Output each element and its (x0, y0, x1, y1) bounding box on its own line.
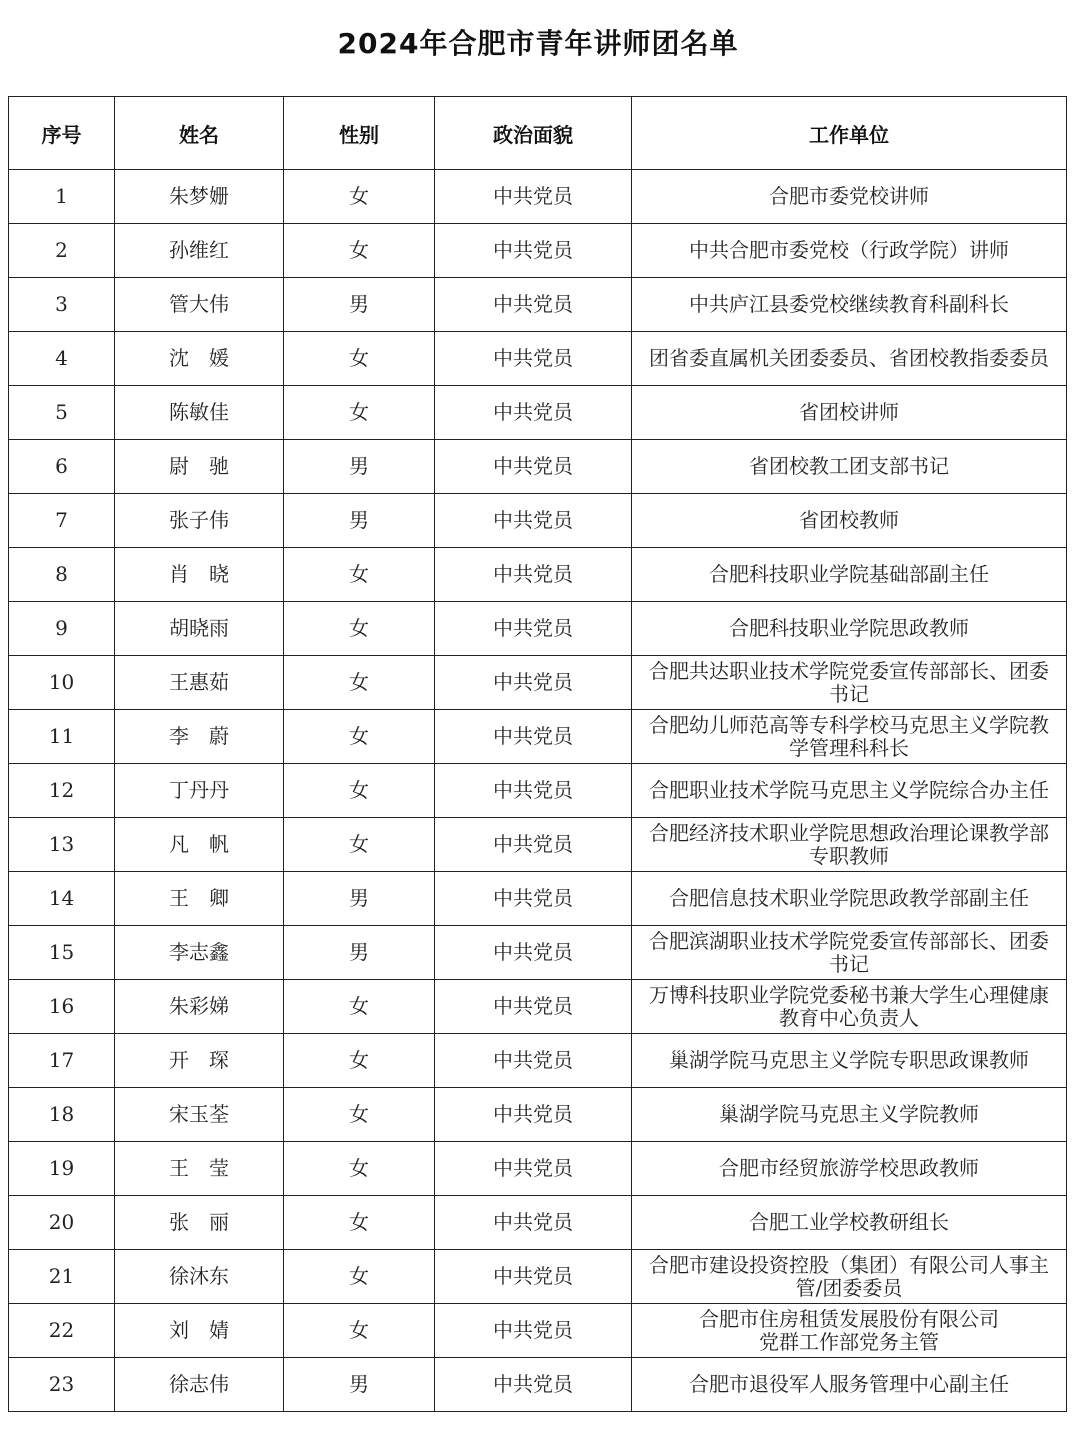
cell-gender: 男 (284, 926, 435, 980)
cell-name: 开 琛 (115, 1034, 284, 1088)
cell-gender: 女 (284, 818, 435, 872)
cell-index: 13 (9, 818, 115, 872)
cell-name: 徐沐东 (115, 1250, 284, 1304)
cell-gender: 男 (284, 1358, 435, 1412)
table-row (9, 170, 1067, 224)
cell-work-unit: 合肥信息技术职业学院思政教学部副主任 (632, 872, 1067, 926)
cell-gender: 女 (284, 1034, 435, 1088)
table-body (9, 170, 1067, 1412)
cell-work-unit: 合肥市委党校讲师 (632, 170, 1067, 224)
cell-political-status: 中共党员 (435, 1250, 632, 1304)
table-row (9, 602, 1067, 656)
cell-work-unit: 合肥共达职业技术学院党委宣传部部长、团委书记 (632, 656, 1067, 710)
cell-index: 14 (9, 872, 115, 926)
cell-index: 1 (9, 170, 115, 224)
cell-index: 15 (9, 926, 115, 980)
cell-index: 18 (9, 1088, 115, 1142)
cell-name: 张 丽 (115, 1196, 284, 1250)
table-row (9, 494, 1067, 548)
cell-name: 肖 晓 (115, 548, 284, 602)
cell-name: 丁丹丹 (115, 764, 284, 818)
table-header-row (9, 97, 1067, 170)
cell-work-unit: 合肥滨湖职业技术学院党委宣传部部长、团委书记 (632, 926, 1067, 980)
header-gender: 性别 (284, 97, 435, 170)
cell-gender: 男 (284, 872, 435, 926)
cell-index: 12 (9, 764, 115, 818)
cell-gender: 女 (284, 548, 435, 602)
cell-name: 朱彩娣 (115, 980, 284, 1034)
cell-political-status: 中共党员 (435, 170, 632, 224)
cell-index: 6 (9, 440, 115, 494)
cell-gender: 女 (284, 602, 435, 656)
cell-work-unit: 合肥市住房租赁发展股份有限公司 党群工作部党务主管 (632, 1304, 1067, 1358)
cell-political-status: 中共党员 (435, 332, 632, 386)
table-row (9, 710, 1067, 764)
cell-gender: 女 (284, 1088, 435, 1142)
table-row (9, 440, 1067, 494)
page-title: 2024年合肥市青年讲师团名单 (337, 27, 739, 60)
cell-index: 23 (9, 1358, 115, 1412)
cell-political-status: 中共党员 (435, 1304, 632, 1358)
cell-work-unit: 合肥市退役军人服务管理中心副主任 (632, 1358, 1067, 1412)
cell-political-status: 中共党员 (435, 872, 632, 926)
cell-political-status: 中共党员 (435, 440, 632, 494)
table-row (9, 548, 1067, 602)
cell-index: 21 (9, 1250, 115, 1304)
cell-gender: 女 (284, 710, 435, 764)
cell-political-status: 中共党员 (435, 1088, 632, 1142)
cell-name: 王 卿 (115, 872, 284, 926)
cell-index: 8 (9, 548, 115, 602)
cell-political-status: 中共党员 (435, 818, 632, 872)
table-row (9, 1088, 1067, 1142)
cell-political-status: 中共党员 (435, 494, 632, 548)
cell-work-unit: 省团校教工团支部书记 (632, 440, 1067, 494)
table-row (9, 764, 1067, 818)
cell-gender: 女 (284, 224, 435, 278)
table-row (9, 656, 1067, 710)
cell-work-unit: 合肥工业学校教研组长 (632, 1196, 1067, 1250)
cell-political-status: 中共党员 (435, 980, 632, 1034)
cell-political-status: 中共党员 (435, 1034, 632, 1088)
lecturer-roster-table (8, 96, 1067, 1412)
cell-work-unit: 合肥职业技术学院马克思主义学院综合办主任 (632, 764, 1067, 818)
cell-work-unit: 中共合肥市委党校（行政学院）讲师 (632, 224, 1067, 278)
header-index: 序号 (9, 97, 115, 170)
header-name: 姓名 (115, 97, 284, 170)
cell-name: 徐志伟 (115, 1358, 284, 1412)
cell-gender: 女 (284, 1142, 435, 1196)
table-row (9, 872, 1067, 926)
cell-gender: 女 (284, 1250, 435, 1304)
cell-political-status: 中共党员 (435, 710, 632, 764)
cell-political-status: 中共党员 (435, 602, 632, 656)
cell-index: 19 (9, 1142, 115, 1196)
cell-political-status: 中共党员 (435, 764, 632, 818)
cell-name: 宋玉荃 (115, 1088, 284, 1142)
cell-index: 7 (9, 494, 115, 548)
cell-name: 李 蔚 (115, 710, 284, 764)
cell-political-status: 中共党员 (435, 278, 632, 332)
cell-name: 沈 媛 (115, 332, 284, 386)
cell-index: 3 (9, 278, 115, 332)
cell-work-unit: 合肥科技职业学院思政教师 (632, 602, 1067, 656)
cell-political-status: 中共党员 (435, 1142, 632, 1196)
cell-name: 李志鑫 (115, 926, 284, 980)
cell-name: 陈敏佳 (115, 386, 284, 440)
cell-name: 凡 帆 (115, 818, 284, 872)
cell-work-unit: 巢湖学院马克思主义学院教师 (632, 1088, 1067, 1142)
cell-index: 9 (9, 602, 115, 656)
header-political-status: 政治面貌 (435, 97, 632, 170)
cell-work-unit: 万博科技职业学院党委秘书兼大学生心理健康教育中心负责人 (632, 980, 1067, 1034)
cell-political-status: 中共党员 (435, 386, 632, 440)
table-row (9, 818, 1067, 872)
cell-work-unit: 省团校教师 (632, 494, 1067, 548)
cell-name: 王惠茹 (115, 656, 284, 710)
cell-political-status: 中共党员 (435, 926, 632, 980)
header-work-unit: 工作单位 (632, 97, 1067, 170)
cell-index: 20 (9, 1196, 115, 1250)
cell-political-status: 中共党员 (435, 656, 632, 710)
cell-work-unit: 中共庐江县委党校继续教育科副科长 (632, 278, 1067, 332)
cell-gender: 女 (284, 386, 435, 440)
cell-index: 2 (9, 224, 115, 278)
cell-gender: 男 (284, 278, 435, 332)
table-row (9, 386, 1067, 440)
cell-political-status: 中共党员 (435, 548, 632, 602)
table-row (9, 1196, 1067, 1250)
cell-name: 孙维红 (115, 224, 284, 278)
cell-work-unit: 合肥市经贸旅游学校思政教师 (632, 1142, 1067, 1196)
table-row (9, 224, 1067, 278)
cell-index: 17 (9, 1034, 115, 1088)
table-row (9, 278, 1067, 332)
cell-work-unit: 合肥市建设投资控股（集团）有限公司人事主管/团委委员 (632, 1250, 1067, 1304)
cell-gender: 女 (284, 170, 435, 224)
cell-name: 朱梦姗 (115, 170, 284, 224)
cell-name: 胡晓雨 (115, 602, 284, 656)
cell-gender: 女 (284, 332, 435, 386)
cell-name: 王 莹 (115, 1142, 284, 1196)
cell-index: 5 (9, 386, 115, 440)
cell-name: 尉 驰 (115, 440, 284, 494)
cell-gender: 女 (284, 1196, 435, 1250)
cell-gender: 女 (284, 980, 435, 1034)
cell-name: 刘 婧 (115, 1304, 284, 1358)
table-row (9, 1034, 1067, 1088)
cell-work-unit: 合肥幼儿师范高等专科学校马克思主义学院教学管理科科长 (632, 710, 1067, 764)
table-row (9, 1304, 1067, 1358)
cell-name: 张子伟 (115, 494, 284, 548)
table-row (9, 980, 1067, 1034)
cell-index: 11 (9, 710, 115, 764)
cell-work-unit: 巢湖学院马克思主义学院专职思政课教师 (632, 1034, 1067, 1088)
cell-index: 10 (9, 656, 115, 710)
cell-gender: 女 (284, 764, 435, 818)
cell-work-unit: 省团校讲师 (632, 386, 1067, 440)
table-row (9, 1142, 1067, 1196)
table-row (9, 926, 1067, 980)
cell-work-unit: 合肥科技职业学院基础部副主任 (632, 548, 1067, 602)
cell-name: 管大伟 (115, 278, 284, 332)
cell-gender: 女 (284, 1304, 435, 1358)
cell-index: 22 (9, 1304, 115, 1358)
cell-work-unit: 团省委直属机关团委委员、省团校教指委委员 (632, 332, 1067, 386)
cell-political-status: 中共党员 (435, 224, 632, 278)
cell-gender: 男 (284, 440, 435, 494)
table-row (9, 332, 1067, 386)
cell-gender: 女 (284, 656, 435, 710)
cell-gender: 男 (284, 494, 435, 548)
table-row (9, 1250, 1067, 1304)
table-row (9, 1358, 1067, 1412)
cell-index: 4 (9, 332, 115, 386)
cell-work-unit: 合肥经济技术职业学院思想政治理论课教学部专职教师 (632, 818, 1067, 872)
cell-index: 16 (9, 980, 115, 1034)
cell-political-status: 中共党员 (435, 1358, 632, 1412)
cell-political-status: 中共党员 (435, 1196, 632, 1250)
